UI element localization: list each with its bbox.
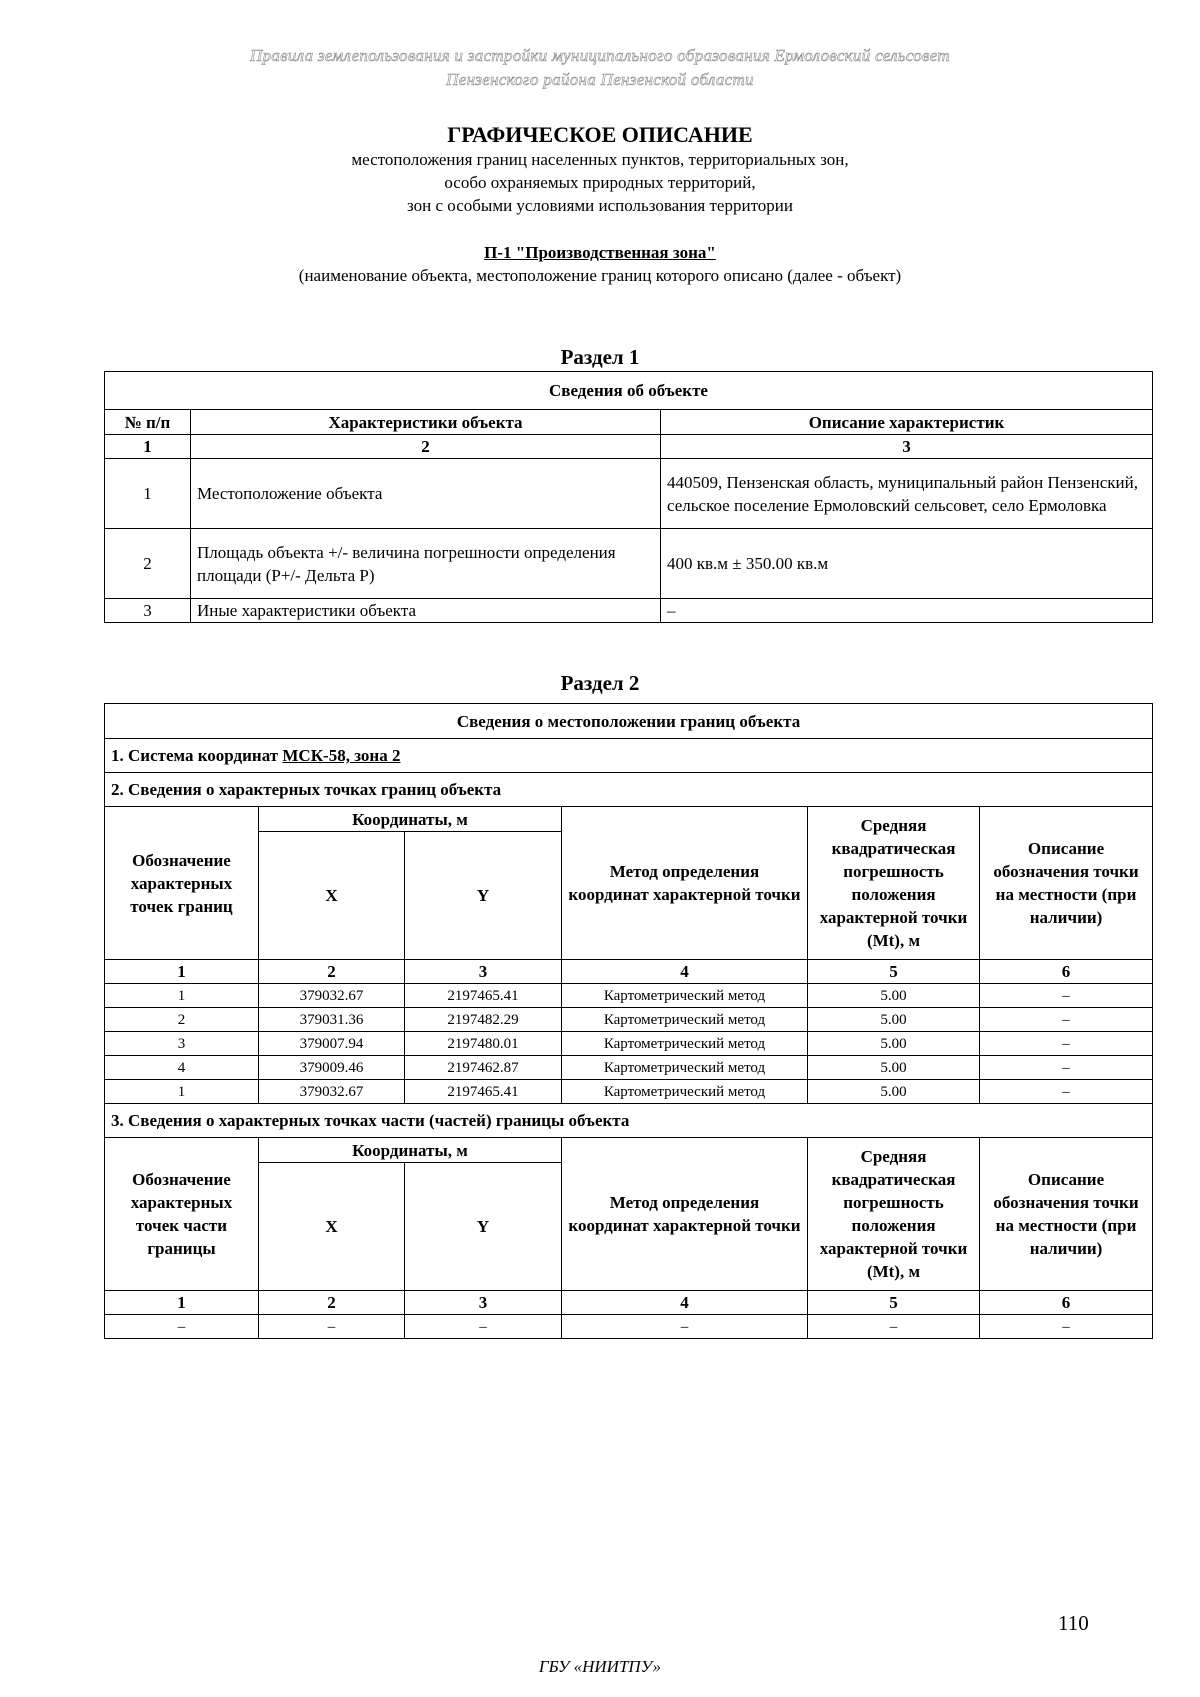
point-y: 2197465.41 xyxy=(405,1080,562,1104)
row-num: 3 xyxy=(105,599,191,623)
section1-table xyxy=(104,371,1153,623)
point-mt: 5.00 xyxy=(808,984,980,1008)
row-char: Площадь объекта +/- величина погрешности определения площади (Р+/- Дельта Р) xyxy=(191,529,661,599)
s1-header-num: № п/п xyxy=(105,410,191,435)
header-description: Описание обозначения точки на местности (при наличии) xyxy=(980,807,1153,960)
point-mt: 5.00 xyxy=(808,1080,980,1104)
part-n: – xyxy=(105,1315,259,1339)
s3-colnum: 1 xyxy=(105,1291,259,1315)
point-desc: – xyxy=(980,984,1153,1008)
header-method: Метод определения координат характерной точки xyxy=(562,807,808,960)
section1-table-title: Сведения об объекте xyxy=(105,372,1153,410)
table-row xyxy=(105,984,1153,1008)
point-n: 2 xyxy=(105,1008,259,1032)
header-error: Средняя квадратическая погрешность положения характерной точки (Mt), м xyxy=(808,807,980,960)
s1-header-char: Характеристики объекта xyxy=(191,410,661,435)
part-header-y: Y xyxy=(405,1163,562,1291)
point-n: 3 xyxy=(105,1032,259,1056)
point-n: 1 xyxy=(105,984,259,1008)
point-desc: – xyxy=(980,1056,1153,1080)
part-header-method: Метод определения координат характерной точки xyxy=(562,1138,808,1291)
row-desc: 440509, Пензенская область, муниципальный район Пензенский, сельское поселение Ермоловский сельсовет, село Ермоловка xyxy=(661,459,1153,529)
point-method: Картометрический метод xyxy=(562,1008,808,1032)
section2-table xyxy=(104,703,1153,1339)
point-method: Картометрический метод xyxy=(562,984,808,1008)
s3-colnum: 6 xyxy=(980,1291,1153,1315)
table-row xyxy=(105,1056,1153,1080)
s2-colnum: 4 xyxy=(562,960,808,984)
point-desc: – xyxy=(980,1032,1153,1056)
s3-colnum: 2 xyxy=(259,1291,405,1315)
s2-colnum: 2 xyxy=(259,960,405,984)
running-header-line1: Правила землепользования и застройки муниципального образования Ермоловский сельсовет xyxy=(250,46,950,65)
table-row xyxy=(105,459,1153,529)
s2-colnum: 5 xyxy=(808,960,980,984)
part-section-title: 3. Сведения о характерных точках части (частей) границы объекта xyxy=(105,1104,1153,1138)
s2-colnum: 6 xyxy=(980,960,1153,984)
coord-system-value: МСК-58, зона 2 xyxy=(282,746,401,765)
point-n: 4 xyxy=(105,1056,259,1080)
points-section-title: 2. Сведения о характерных точках границ объекта xyxy=(105,773,1153,807)
s3-colnum: 4 xyxy=(562,1291,808,1315)
part-header-designation: Обозначение характерных точек части границы xyxy=(105,1138,259,1291)
point-x: 379032.67 xyxy=(259,1080,405,1104)
point-x: 379007.94 xyxy=(259,1032,405,1056)
point-y: 2197462.87 xyxy=(405,1056,562,1080)
s1-colnum: 3 xyxy=(661,435,1153,459)
part-mt: – xyxy=(808,1315,980,1339)
s1-colnum: 1 xyxy=(105,435,191,459)
point-x: 379009.46 xyxy=(259,1056,405,1080)
point-desc: – xyxy=(980,1080,1153,1104)
row-desc: – xyxy=(661,599,1153,623)
point-mt: 5.00 xyxy=(808,1008,980,1032)
point-desc: – xyxy=(980,1008,1153,1032)
table-row xyxy=(105,1008,1153,1032)
s3-colnum: 3 xyxy=(405,1291,562,1315)
table-row xyxy=(105,1315,1153,1339)
point-method: Картометрический метод xyxy=(562,1080,808,1104)
table-row xyxy=(105,529,1153,599)
header-y: Y xyxy=(405,832,562,960)
subtitle-line-2: особо охраняемых природных территорий, xyxy=(444,173,756,192)
point-mt: 5.00 xyxy=(808,1056,980,1080)
footer: ГБУ «НИИТПУ» xyxy=(538,1657,662,1676)
coord-system-row xyxy=(105,739,1153,773)
section1-title: Раздел 1 xyxy=(560,345,640,369)
part-header-coords: Координаты, м xyxy=(259,1138,562,1163)
point-n: 1 xyxy=(105,1080,259,1104)
section2-table-title: Сведения о местоположении границ объекта xyxy=(105,704,1153,739)
table-row xyxy=(105,1032,1153,1056)
point-method: Картометрический метод xyxy=(562,1032,808,1056)
header-coords: Координаты, м xyxy=(259,807,562,832)
document-title: ГРАФИЧЕСКОЕ ОПИСАНИЕ xyxy=(447,122,753,147)
object-name: П-1 "Производственная зона" xyxy=(484,243,716,262)
header-x: X xyxy=(259,832,405,960)
point-method: Картометрический метод xyxy=(562,1056,808,1080)
subtitle-line-1: местоположения границ населенных пунктов, территориальных зон, xyxy=(351,150,849,169)
part-desc: – xyxy=(980,1315,1153,1339)
header-designation: Обозначение характерных точек границ xyxy=(105,807,259,960)
point-y: 2197480.01 xyxy=(405,1032,562,1056)
section2-title: Раздел 2 xyxy=(560,671,640,695)
subtitle-line-3: зон с особыми условиями использования территории xyxy=(407,196,793,215)
coord-system-label: 1. Система координат xyxy=(111,746,279,765)
point-y: 2197465.41 xyxy=(405,984,562,1008)
point-x: 379031.36 xyxy=(259,1008,405,1032)
row-char: Местоположение объекта xyxy=(191,459,661,529)
s2-colnum: 1 xyxy=(105,960,259,984)
s1-colnum: 2 xyxy=(191,435,661,459)
s3-colnum: 5 xyxy=(808,1291,980,1315)
part-y: – xyxy=(405,1315,562,1339)
part-header-description: Описание обозначения точки на местности (при наличии) xyxy=(980,1138,1153,1291)
part-x: – xyxy=(259,1315,405,1339)
s2-colnum: 3 xyxy=(405,960,562,984)
part-header-x: X xyxy=(259,1163,405,1291)
page-number: 110 xyxy=(1058,1611,1089,1635)
s1-header-desc: Описание характеристик xyxy=(661,410,1153,435)
part-method: – xyxy=(562,1315,808,1339)
row-num: 2 xyxy=(105,529,191,599)
table-row xyxy=(105,1080,1153,1104)
row-desc: 400 кв.м ± 350.00 кв.м xyxy=(661,529,1153,599)
object-caption: (наименование объекта, местоположение границ которого описано (далее - объект) xyxy=(298,266,902,285)
point-mt: 5.00 xyxy=(808,1032,980,1056)
point-x: 379032.67 xyxy=(259,984,405,1008)
row-char: Иные характеристики объекта xyxy=(191,599,661,623)
part-header-error: Средняя квадратическая погрешность положения характерной точки (Mt), м xyxy=(808,1138,980,1291)
row-num: 1 xyxy=(105,459,191,529)
running-header-line2: Пензенского района Пензенской области xyxy=(446,70,754,89)
point-y: 2197482.29 xyxy=(405,1008,562,1032)
table-row xyxy=(105,599,1153,623)
